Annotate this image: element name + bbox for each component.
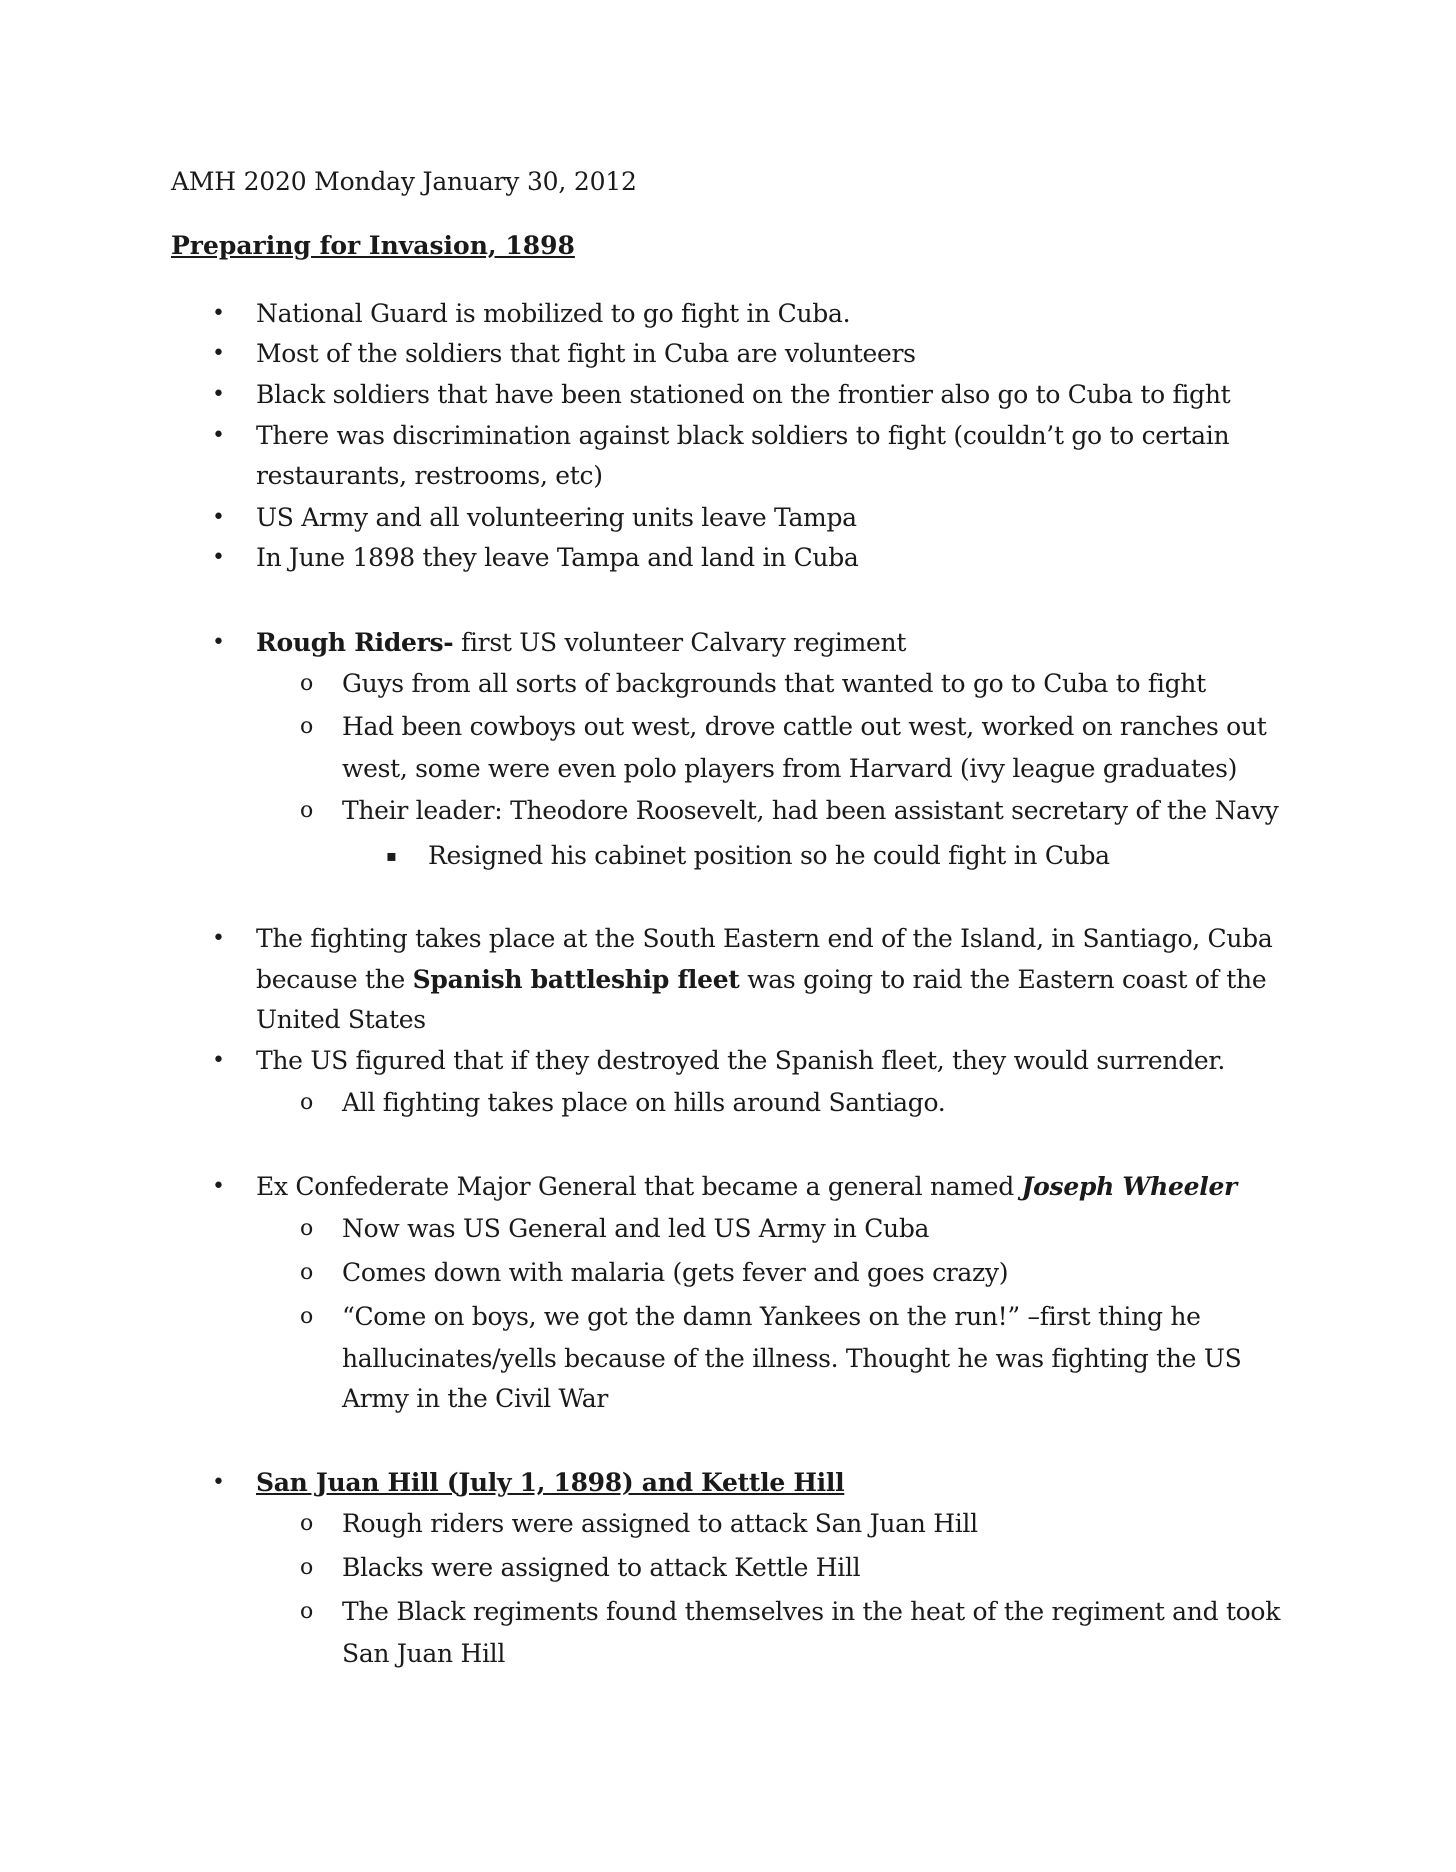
bullet: • xyxy=(212,301,225,326)
bullet: • xyxy=(212,423,225,448)
list-item-wheeler xyxy=(256,1166,1237,1207)
sub-list-item: Now was US General and led US Army in Cuba xyxy=(342,1214,930,1243)
sub-bullet: o xyxy=(300,1555,314,1580)
sub-bullet: o xyxy=(300,1511,314,1536)
sub-bullet: o xyxy=(300,714,314,739)
sub-bullet: o xyxy=(300,671,314,696)
list-item: Most of the soldiers that fight in Cuba are volunteers xyxy=(256,339,916,368)
bullet: • xyxy=(212,1470,225,1495)
sub-list-item: Their leader: Theodore Roosevelt, had been assistant secretary of the Navy xyxy=(342,796,1279,825)
sub-sub-list-item: Resigned his cabinet position so he could fight in Cuba xyxy=(428,841,1110,870)
list-item-rough-riders xyxy=(256,622,906,663)
list-item: Black soldiers that have been stationed on the frontier also go to Cuba to fight xyxy=(256,380,1231,409)
course-date-header: AMH 2020 Monday January 30, 2012 xyxy=(171,167,637,196)
sub-list-item: Blacks were assigned to attack Kettle Hill xyxy=(342,1553,861,1582)
sub-bullet: o xyxy=(300,1304,314,1329)
sub-list-item: Rough riders were assigned to attack San Juan Hill xyxy=(342,1509,978,1538)
bullet: • xyxy=(212,1048,225,1073)
list-item: The US figured that if they destroyed the Spanish fleet, they would surrender. xyxy=(256,1046,1225,1075)
bullet: • xyxy=(212,926,225,951)
sub-list-item-continuation: west, some were even polo players from Harvard (ivy league graduates) xyxy=(342,754,1238,783)
bullet: • xyxy=(212,1174,225,1199)
bullet: • xyxy=(212,630,225,655)
term-spanish-fleet: Spanish battleship fleet xyxy=(412,965,740,994)
term-definition: first US volunteer Calvary regiment xyxy=(453,628,907,657)
subheading-san-juan-hill: San Juan Hill (July 1, 1898) and Kettle Hill xyxy=(256,1468,845,1497)
sub-list-item: All fighting takes place on hills around Santiago. xyxy=(342,1088,946,1117)
sub-list-item: Comes down with malaria (gets fever and goes crazy) xyxy=(342,1258,1009,1287)
sub-list-item-continuation: hallucinates/yells because of the illness. Thought he was fighting the US xyxy=(342,1344,1242,1373)
text-run: Ex Confederate Major General that became a general named xyxy=(256,1172,1022,1201)
bullet: • xyxy=(212,545,225,570)
bullet: • xyxy=(212,505,225,530)
sub-list-item: Had been cowboys out west, drove cattle out west, worked on ranches out xyxy=(342,712,1267,741)
section-title: Preparing for Invasion, 1898 xyxy=(171,231,575,260)
sub-bullet: o xyxy=(300,798,314,823)
list-item: The fighting takes place at the South Eastern end of the Island, in Santiago, Cuba xyxy=(256,924,1273,953)
sub-sub-bullet: ▪ xyxy=(386,846,397,865)
sub-bullet: o xyxy=(300,1090,314,1115)
list-item-continuation xyxy=(256,959,1266,1000)
sub-bullet: o xyxy=(300,1599,314,1624)
sub-list-item: “Come on boys, we got the damn Yankees on the run!” –first thing he xyxy=(342,1302,1201,1331)
sub-bullet: o xyxy=(300,1216,314,1241)
sub-list-item: The Black regiments found themselves in the heat of the regiment and took xyxy=(342,1597,1281,1626)
list-item: There was discrimination against black soldiers to fight (couldn’t go to certain xyxy=(256,421,1230,450)
list-item-continuation: restaurants, restrooms, etc) xyxy=(256,461,603,490)
bullet: • xyxy=(212,341,225,366)
list-item: US Army and all volunteering units leave Tampa xyxy=(256,503,857,532)
list-item: National Guard is mobilized to go fight in Cuba. xyxy=(256,299,851,328)
sub-list-item-continuation: Army in the Civil War xyxy=(342,1384,608,1413)
sub-bullet: o xyxy=(300,1260,314,1285)
text-run: because the xyxy=(256,965,413,994)
bullet: • xyxy=(212,382,225,407)
term-rough-riders: Rough Riders- xyxy=(256,628,454,657)
term-joseph-wheeler: Joseph Wheeler xyxy=(1021,1172,1237,1201)
list-item-continuation: United States xyxy=(256,1005,426,1034)
sub-list-item-continuation: San Juan Hill xyxy=(342,1639,506,1668)
text-run: was going to raid the Eastern coast of the xyxy=(739,965,1267,994)
sub-list-item: Guys from all sorts of backgrounds that wanted to go to Cuba to fight xyxy=(342,669,1206,698)
list-item: In June 1898 they leave Tampa and land in Cuba xyxy=(256,543,859,572)
